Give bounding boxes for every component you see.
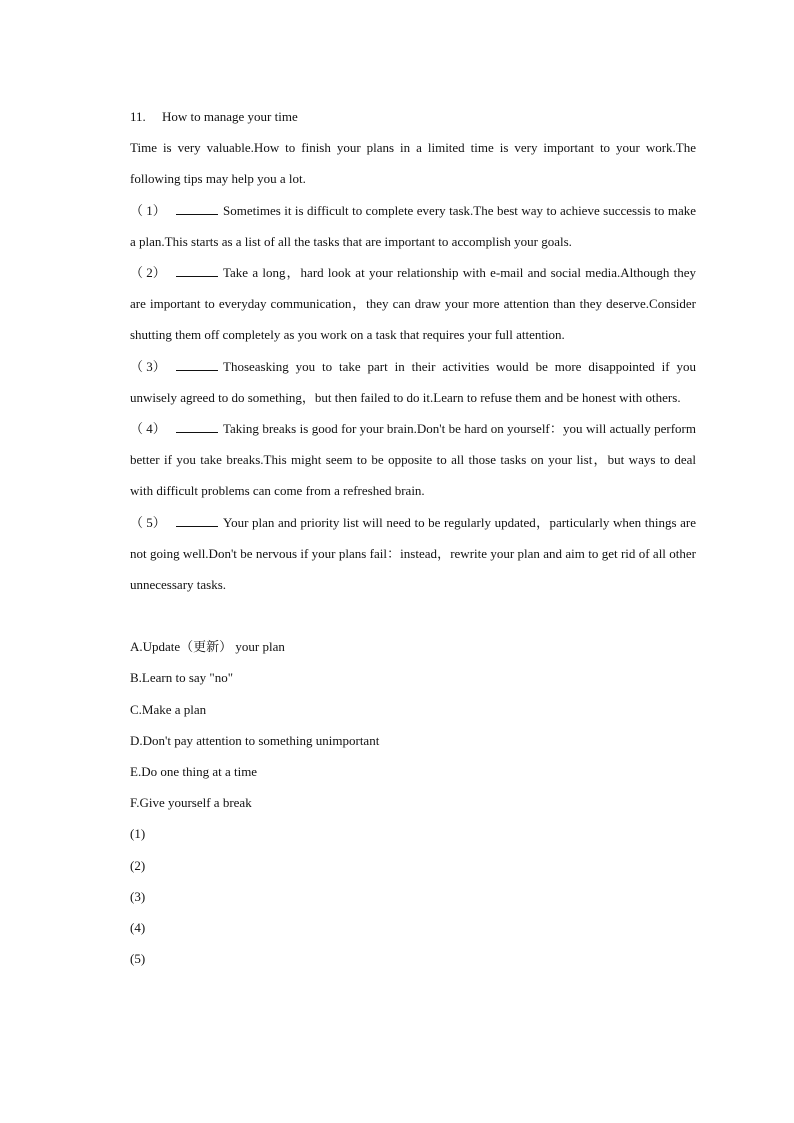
paragraph-1-text: Sometimes it is difficult to complete every task.The best way to achieve successis to make a plan.This starts as a list of all the tasks that are important to accomplish your goals. (130, 202, 696, 249)
paragraph-4 (130, 413, 696, 507)
answer-list (130, 818, 696, 974)
answer-blank-4[interactable] (176, 420, 218, 433)
blank-label-4: （ 4） (130, 421, 166, 437)
blank-label-5: （ 5） (130, 514, 166, 530)
blank-label-1: （ 1） (130, 202, 166, 218)
intro-paragraph: Time is very valuable.How to finish your plans in a limited time is very important to your work.The following tips may help you a lot. (130, 140, 696, 187)
paragraph-1 (130, 195, 696, 257)
option-a: A.Update（更新） your plan (130, 639, 285, 655)
blank-label-2: （ 2） (130, 265, 166, 281)
answer-blank-3[interactable] (176, 358, 218, 371)
answer-line-2: (2) (130, 857, 146, 873)
answer-line-1: (1) (130, 826, 146, 842)
section-spacer (130, 600, 696, 631)
option-c: C.Make a plan (130, 701, 207, 717)
options-list (130, 631, 696, 818)
paragraph-3-text: Thoseasking you to take part in their activities would be more disappointed if you unwisely agreed to do something，but then failed to do it.Learn to refuse them and be honest with others. (130, 358, 696, 405)
question-number: 11. (130, 109, 146, 124)
question-document (130, 101, 696, 974)
answer-line-3: (3) (130, 888, 146, 904)
option-e: E.Do one thing at a time (130, 764, 258, 780)
paragraph-4-text: Taking breaks is good for your brain.Don't be hard on yourself：you will actually perform better if you take breaks.This might seem to be opposite to all those tasks on your list，but ways to deal with difficult problems can come from a refreshed brain. (130, 421, 696, 499)
answer-blank-1[interactable] (176, 202, 218, 215)
option-f: F.Give yourself a break (130, 795, 252, 811)
answer-blank-2[interactable] (176, 264, 218, 277)
paragraph-2 (130, 257, 696, 351)
paragraph-5-text: Your plan and priority list will need to be regularly updated，particularly when things are not going well.Don't be nervous if your plans fail：instead，rewrite your plan and aim to get rid of all other unnecessary tasks. (130, 514, 696, 593)
blank-label-3: （ 3） (130, 358, 166, 374)
answer-line-4: (4) (130, 920, 146, 936)
question-heading (130, 101, 696, 132)
answer-blank-5[interactable] (176, 514, 218, 527)
option-d: D.Don't pay attention to something unimportant (130, 732, 380, 748)
paragraph-2-text: Take a long，hard look at your relationship with e-mail and social media.Although they are important to everyday communication，they can draw your more attention than they deserve.Consider shutting them off completely as you work on a task that requires your full attention. (130, 265, 696, 343)
option-b: B.Learn to say "no" (130, 670, 234, 686)
paragraph-3 (130, 351, 696, 413)
answer-line-5: (5) (130, 951, 146, 967)
question-title: How to manage your time (162, 109, 298, 124)
paragraph-5 (130, 507, 696, 601)
